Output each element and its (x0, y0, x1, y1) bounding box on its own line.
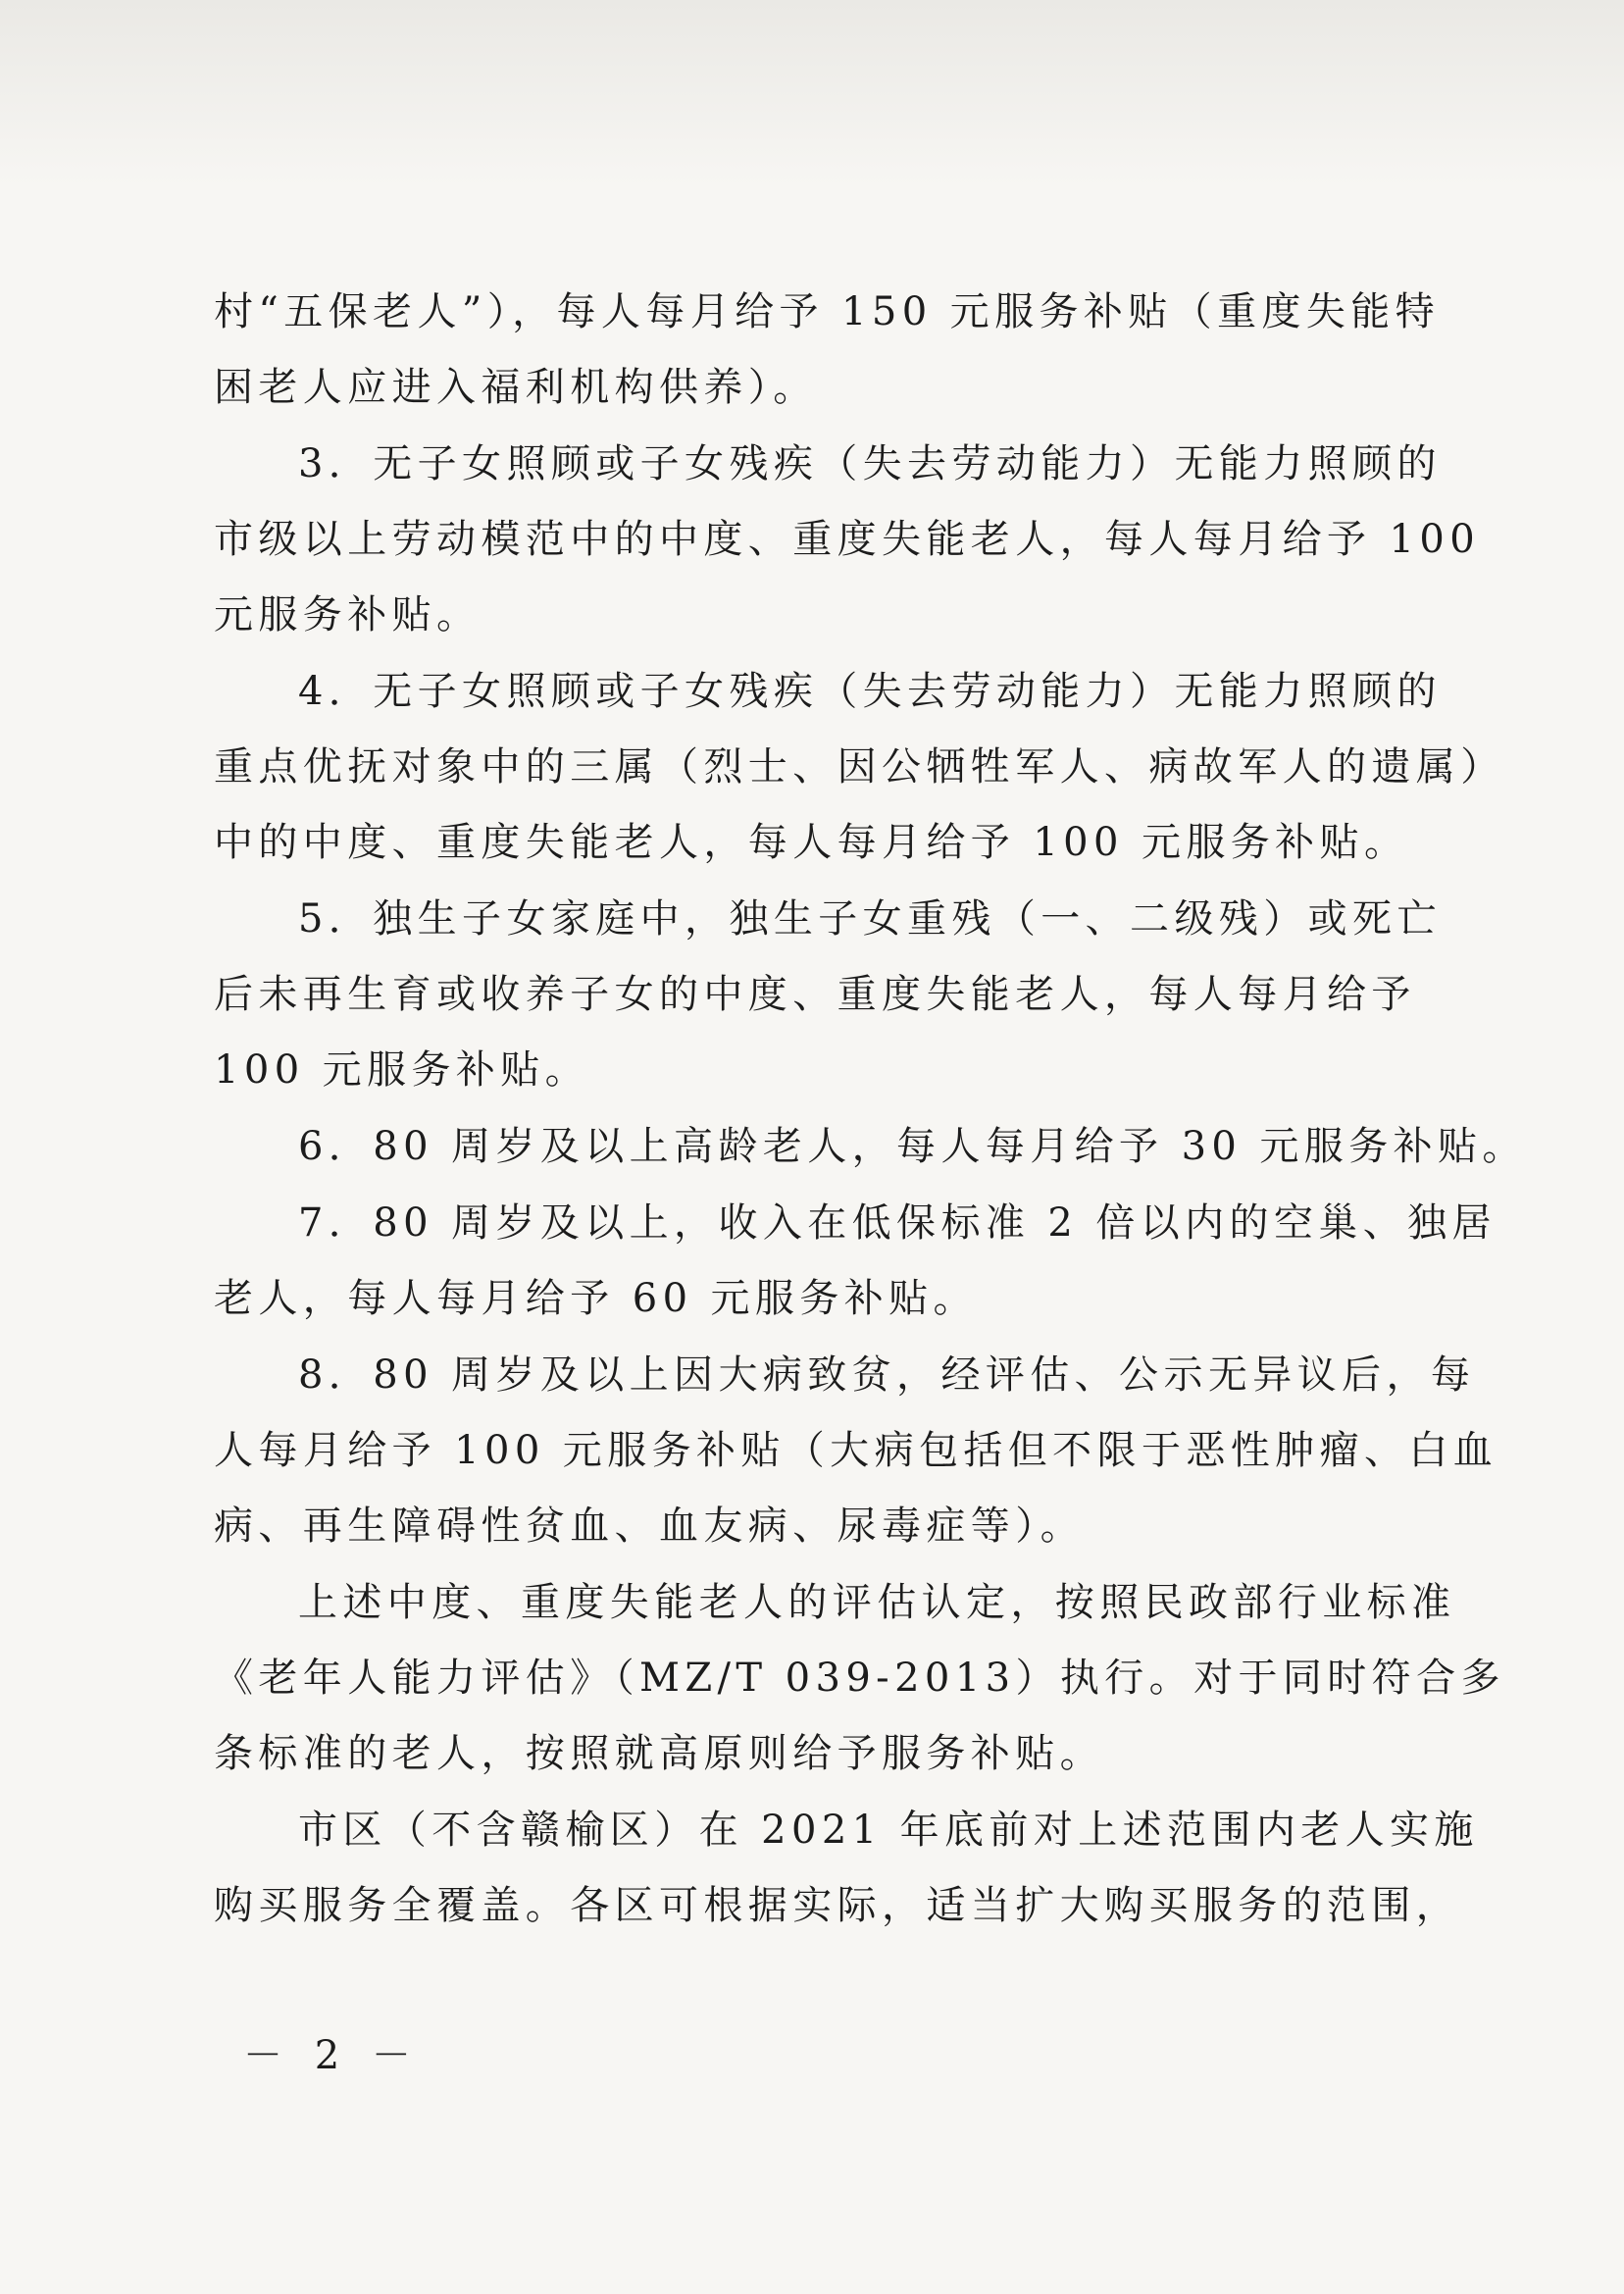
document-body (214, 289, 1527, 1928)
assessment-paragraph: 上述中度、重度失能老人的评估认定，按照民政部行业标准 (298, 1580, 1456, 1625)
text-line: 100 元服务补贴。 (214, 1047, 590, 1093)
page-number: － 2 － (243, 2033, 421, 2078)
text-line: 元服务补贴。 (214, 592, 482, 637)
text-line: 老人，每人每月给予 60 元服务补贴。 (214, 1276, 978, 1321)
text-line: 村“五保老人”），每人每月给予 150 元服务补贴（重度失能特 (214, 289, 1441, 334)
text-line: 购买服务全覆盖。各区可根据实际，适当扩大购买服务的范围， (214, 1883, 1461, 1928)
list-item-8: 8．80 周岁及以上因大病致贫，经评估、公示无异议后，每 (298, 1352, 1476, 1398)
text-line: 市级以上劳动模范中的中度、重度失能老人，每人每月给予 100 (214, 517, 1481, 562)
list-item-5: 5．独生子女家庭中，独生子女重残（一、二级残）或死亡 (298, 896, 1442, 942)
text-line: 重点优抚对象中的三属（烈士、因公牺牲军人、病故军人的遗属） (214, 744, 1505, 790)
text-line: 病、再生障碍性贫血、血友病、尿毒症等）。 (214, 1504, 1085, 1549)
text-line: 后未再生育或收养子女的中度、重度失能老人，每人每月给予 (214, 972, 1416, 1017)
list-item-3: 3．无子女照顾或子女残疾（失去劳动能力）无能力照顾的 (298, 441, 1442, 486)
text-line: 中的中度、重度失能老人，每人每月给予 100 元服务补贴。 (214, 820, 1409, 865)
text-line: 困老人应进入福利机构供养）。 (214, 365, 818, 410)
text-line: 人每月给予 100 元服务补贴（大病包括但不限于恶性肿瘤、白血 (214, 1428, 1498, 1473)
list-item-7: 7．80 周岁及以上，收入在低保标准 2 倍以内的空巢、独居 (298, 1200, 1497, 1246)
text-line: 《老年人能力评估》（MZ/T 039-2013）执行。对于同时符合多 (214, 1656, 1505, 1701)
scan-shadow (0, 0, 1624, 186)
list-item-6: 6．80 周岁及以上高龄老人，每人每月给予 30 元服务补贴。 (298, 1124, 1527, 1169)
list-item-4: 4．无子女照顾或子女残疾（失去劳动能力）无能力照顾的 (298, 669, 1442, 714)
coverage-paragraph: 市区（不含赣榆区）在 2021 年底前对上述范围内老人实施 (298, 1808, 1479, 1853)
text-line: 条标准的老人，按照就高原则给予服务补贴。 (214, 1731, 1104, 1776)
